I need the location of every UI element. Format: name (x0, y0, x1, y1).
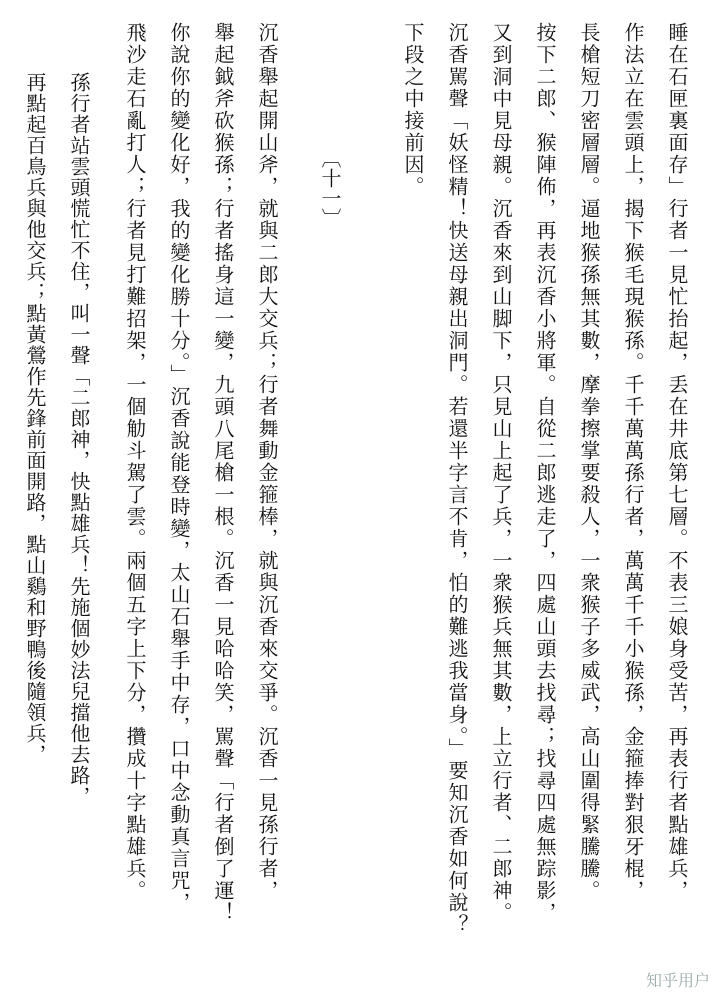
verse-line: 作法立在雲頭上， (621, 22, 645, 198)
page-number: 〔十一〕 (318, 148, 342, 228)
verse-line: 飛沙走石亂打人； (123, 22, 147, 198)
text-column-7 (400, 22, 426, 198)
verse-line: 找尋四處無踪影， (533, 748, 557, 924)
watermark: 知乎用户 (645, 971, 710, 990)
verse-line: 丢在井底第七層。 (665, 374, 689, 550)
verse-line: 逼地猴孫無其數， (577, 198, 601, 374)
text-column-13 (22, 72, 48, 765)
verse-line: 再表沉香小將軍。 (533, 220, 557, 396)
verse-line: 叫一聲「二郎神，快點雄兵！ (67, 303, 91, 576)
verse-line: 沉香來到山脚下， (489, 198, 513, 374)
verse-line: 不表三娘身受苦， (665, 550, 689, 726)
verse-line: 一衆猴兵無其數， (489, 550, 513, 726)
verse-line: 沉香舉起開山斧， (255, 22, 279, 198)
text-column-8 (254, 22, 280, 902)
verse-line: 要知沉香如何說？ (445, 760, 469, 936)
verse-line: 先施個妙法兒擋他去路， (67, 576, 91, 807)
verse-line: 快送母親出洞門。 (445, 220, 469, 396)
verse-line: 太山石舉手中存， (167, 562, 191, 738)
verse-line: 一衆猴子多威武， (577, 550, 601, 726)
verse-line: 九頭八尾槍一根。 (211, 374, 235, 550)
verse-line: 行者見打難招架， (123, 198, 147, 374)
verse-line: 千千萬萬孫行者， (621, 374, 645, 550)
verse-line: 沉香一見哈哈笑， (211, 550, 235, 726)
text-column-11 (122, 22, 148, 902)
verse-line: 行者舞動金箍棒， (255, 374, 279, 550)
verse-line: 按下二郎、猴陣佈， (533, 22, 557, 220)
verse-line: 駡聲「行者倒了運！ (211, 726, 235, 924)
verse-line: 就與二郎大交兵； (255, 198, 279, 374)
text-column-2 (620, 22, 646, 902)
verse-line: 只見山上起了兵， (489, 374, 513, 550)
verse-line: 就與沉香來交爭。 (255, 550, 279, 726)
text-column-4 (532, 22, 558, 924)
verse-line: 長槍短刀密層層。 (577, 22, 601, 198)
verse-line: 金箍捧對狠牙棍， (621, 726, 645, 902)
verse-line: 四處山頭去找尋； (533, 572, 557, 748)
verse-line: 孫行者站雲頭慌忙不住， (67, 72, 91, 303)
text-column-5 (488, 22, 514, 924)
verse-line: 一個觔斗駕了雲。 (123, 374, 147, 550)
verse-line: 你說你的變化好， (167, 22, 191, 198)
verse-line: 再點起百鳥兵與他交兵； (23, 72, 47, 303)
verse-line: 我的變化勝十分。」 (167, 198, 191, 386)
verse-line: 高山圍得緊騰騰。 (577, 726, 601, 902)
verse-line: 再表行者點雄兵， (665, 726, 689, 902)
verse-line: 摩拳擦掌要殺人， (577, 374, 601, 550)
verse-line: 又到洞中見母親。 (489, 22, 513, 198)
verse-line: 自從二郎逃走了， (533, 396, 557, 572)
verse-line: 怕的難逃我當身。」 (445, 572, 469, 760)
verse-line: 上立行者、二郎神。 (489, 726, 513, 924)
verse-line: 沉香一見孫行者， (255, 726, 279, 902)
verse-line: 若還半字言不肯， (445, 396, 469, 572)
verse-line: 行者一見忙抬起， (665, 198, 689, 374)
text-column-9 (210, 22, 236, 924)
verse-line: 攢成十字點雄兵。 (123, 726, 147, 902)
text-column-10 (166, 22, 192, 914)
text-column-3 (576, 22, 602, 902)
verse-line: 點山鷄和野鴨後隨領兵， (23, 534, 47, 765)
verse-line: 點黃鶯作先鋒前面開路， (23, 303, 47, 534)
verse-line: 萬萬千千小猴孫， (621, 550, 645, 726)
verse-line: 下段之中接前因。 (401, 22, 425, 198)
verse-line: 行者搖身這一變， (211, 198, 235, 374)
verse-line: 睡在石匣裏面存」 (665, 22, 689, 198)
text-column-6 (444, 22, 470, 936)
verse-line: 揭下猴毛現猴孫。 (621, 198, 645, 374)
verse-line: 沉香駡聲「妖怪精！ (445, 22, 469, 220)
text-column-1 (664, 22, 690, 902)
text-column-12 (66, 72, 92, 807)
verse-line: 沉香說能登時變， (167, 386, 191, 562)
verse-line: 舉起鉞斧砍猴孫； (211, 22, 235, 198)
verse-line: 口中念動真言咒， (167, 738, 191, 914)
verse-line: 兩個五字上下分， (123, 550, 147, 726)
